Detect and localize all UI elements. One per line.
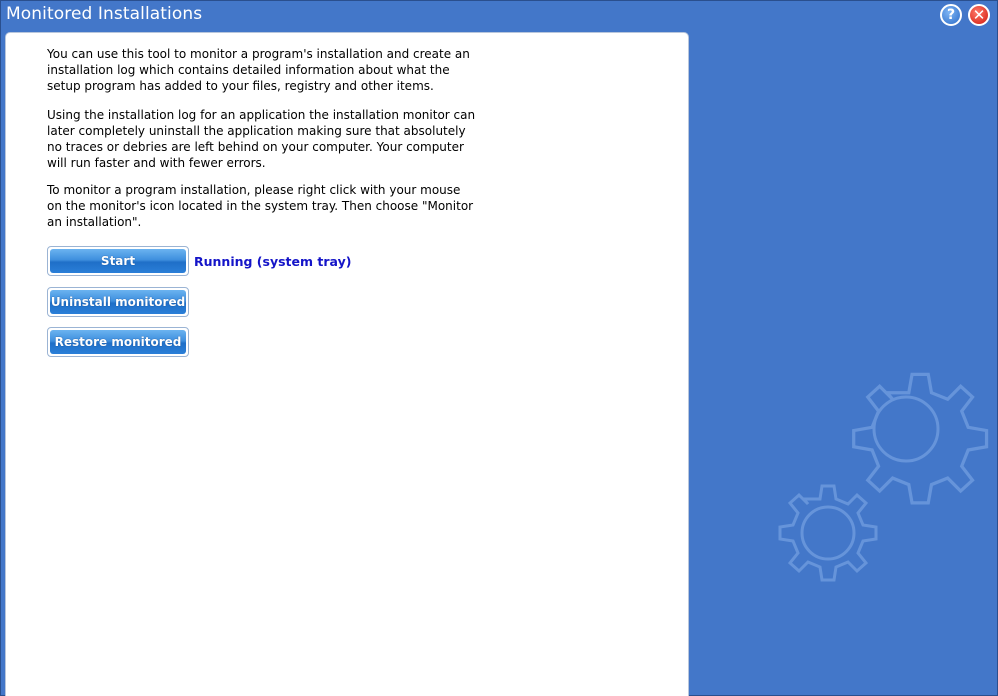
content-panel <box>5 32 689 696</box>
restore-monitored-button[interactable] <box>47 327 189 357</box>
gears-icon <box>756 339 998 629</box>
help-button[interactable] <box>940 4 962 26</box>
close-icon: ✕ <box>972 6 986 24</box>
start-button-label: Start <box>50 249 186 273</box>
uninstall-paragraph: Using the installation log for an application the installation monitor can later completely uninstall the application making sure that absolutely no traces or debries are left behind on your computer. Your computer will run faster and with fewer errors. <box>47 108 476 170</box>
help-icon: ? <box>946 7 956 23</box>
uninstall-monitored-button[interactable] <box>47 287 189 317</box>
large-gear-outline <box>854 374 987 503</box>
restore-monitored-label: Restore monitored <box>50 330 186 354</box>
window-title: Monitored Installations <box>6 4 203 24</box>
small-gear-hub <box>802 507 854 559</box>
small-gear-outline <box>780 486 876 580</box>
large-gear-hub <box>874 397 938 461</box>
start-button[interactable] <box>47 246 189 276</box>
status-text: Running (system tray) <box>194 254 352 269</box>
instructions-paragraph: To monitor a program installation, please right click with your mouse on the monitor's icon located in the system tray. Then choose "Monitor an installation". <box>47 183 474 229</box>
uninstall-monitored-label: Uninstall monitored <box>50 290 186 314</box>
intro-paragraph: You can use this tool to monitor a program's installation and create an installation log which contains detailed information about what the setup program has added to your files, registry and other items. <box>47 47 470 93</box>
close-button[interactable] <box>968 4 990 26</box>
